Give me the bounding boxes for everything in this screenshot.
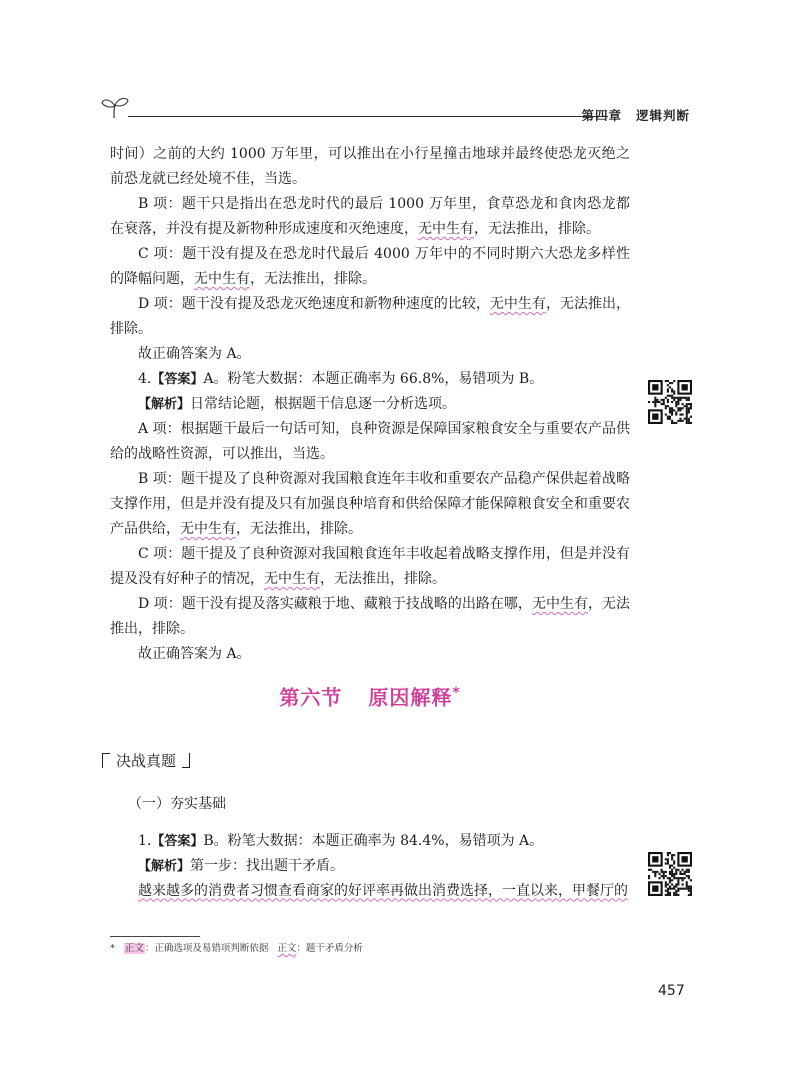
bold-label: 【答案】 (151, 372, 204, 387)
bracket-open-icon (102, 753, 110, 768)
text-run: ，无法推出，排除。 (110, 596, 631, 637)
subheading: （一）夯实基础 (128, 795, 226, 812)
text-run: ，无法推出，排除。 (250, 271, 376, 287)
text-run: D 项：题干没有提及落实藏粮于地、藏粮于技战略的出路在哪， (138, 596, 532, 612)
section-name: 原因解释 (368, 685, 453, 710)
paragraph (110, 854, 630, 879)
wavy-underlined-text: 无中生有 (418, 221, 474, 237)
bold-label: 【答案】 (151, 833, 204, 849)
paragraph (110, 829, 630, 854)
footnote-label-highlight: 正文 (124, 943, 144, 954)
wavy-underlined-text: 越来越多的消费者习惯查看商家的好评率再做出消费选择，一直以来，甲餐厅的 (138, 882, 628, 899)
text-run: B 项：题干提及了良种资源对我国粮食连年丰收和重要农产品稳产保供起着战略支撑作用，但是并没有提及只有加强良种培育和供给保障才能保障粮食安全和重要农产品供给， (110, 471, 630, 537)
answer-block-previous (110, 142, 630, 667)
paragraph (110, 542, 630, 592)
bold-label: 【解析】 (138, 397, 191, 412)
text-run: 故正确答案为 A。 (138, 646, 251, 662)
text-run: 时间）之前的大约 1000 万年里，可以推出在小行星撞击地球并最终使恐龙灭绝之前恐龙就已经处境不佳，当选。 (110, 146, 630, 187)
paragraph (110, 342, 630, 367)
paragraph (110, 192, 630, 242)
page-body (110, 142, 630, 904)
section-number: 第六节 (279, 685, 343, 710)
text-run: 1. (138, 832, 152, 849)
paragraph (110, 417, 630, 467)
zhenti-label: 决战真题 (116, 751, 177, 770)
text-run: ，无法推出，排除。 (236, 521, 362, 537)
header-rule (128, 116, 608, 117)
chapter-label (581, 106, 690, 124)
sprout-icon (100, 94, 130, 120)
footnote-rule (110, 936, 200, 937)
paragraph (110, 367, 630, 392)
wavy-underlined-text: 无中生有 (264, 571, 320, 587)
paragraph (110, 592, 630, 642)
section-marker: * (452, 685, 461, 701)
text-run: A 项：根据题干最后一句话可知，良种资源是保障国家粮食安全与重要农产品供给的战略性资源，可以推出，当选。 (110, 421, 630, 462)
footnote (110, 940, 363, 954)
text-run: 4. (138, 371, 152, 387)
qr-code-icon[interactable] (648, 380, 692, 424)
text-run: 第一步：找出题干矛盾。 (190, 857, 345, 874)
running-header (100, 94, 700, 124)
bold-label: 【解析】 (138, 858, 191, 874)
paragraph (110, 642, 630, 667)
footnote-star: * (110, 943, 115, 954)
text-run: D 项：题干没有提及恐龙灭绝速度和新物种速度的比较， (138, 296, 490, 312)
text-run: 日常结论题，根据题干信息逐一分析选项。 (190, 396, 457, 412)
paragraph (110, 292, 630, 342)
chapter-title: 逻辑判断 (635, 108, 690, 123)
text-run: A。粉笔大数据：本题正确率为 66.8%，易错项为 B。 (203, 371, 544, 387)
chapter-number: 第四章 (581, 108, 622, 123)
text-run: B。粉笔大数据：本题正确率为 84.4%，易错项为 A。 (203, 832, 544, 849)
section-title (110, 681, 630, 711)
qr-code-icon[interactable] (648, 852, 692, 896)
paragraph (110, 392, 630, 417)
page-number: 457 (658, 983, 685, 999)
paragraph (110, 142, 630, 192)
paragraph (110, 242, 630, 292)
paragraph (110, 879, 630, 904)
footnote-label-wavy: 正文 (277, 943, 297, 954)
wavy-underlined-text: 无中生有 (489, 296, 546, 312)
bracket-close-icon (182, 753, 190, 768)
footnote-text-2: ：题干矛盾分析 (296, 943, 363, 954)
wavy-underlined-text: 无中生有 (531, 596, 588, 612)
text-run: ，无法推出，排除。 (320, 571, 446, 587)
text-run: ，无法推出，排除。 (110, 296, 630, 337)
zhenti-heading (102, 749, 630, 774)
wavy-underlined-text: 无中生有 (180, 521, 236, 537)
footnote-text-1: ：正确选项及易错项判断依据 (144, 943, 269, 954)
text-run: C 项：题干没有提及在恐龙时代最后 4000 万年中的不同时期六大恐龙多样性的降幅问题， (110, 246, 630, 287)
answer-block-current (110, 829, 630, 904)
paragraph (110, 467, 630, 542)
text-run: ，无法推出，排除。 (474, 221, 600, 237)
wavy-underlined-text: 无中生有 (194, 271, 250, 287)
text-run: 故正确答案为 A。 (138, 346, 251, 362)
text-run: C 项：题干提及了良种资源对我国粮食连年丰收起着战略支撑作用，但是并没有提及没有好种子的情况， (110, 546, 630, 587)
text-run: B 项：题干只是指出在恐龙时代的最后 1000 万年里，食草恐龙和食肉恐龙都在衰落，并没有提及新物种形成速度和灭绝速度， (110, 196, 630, 237)
